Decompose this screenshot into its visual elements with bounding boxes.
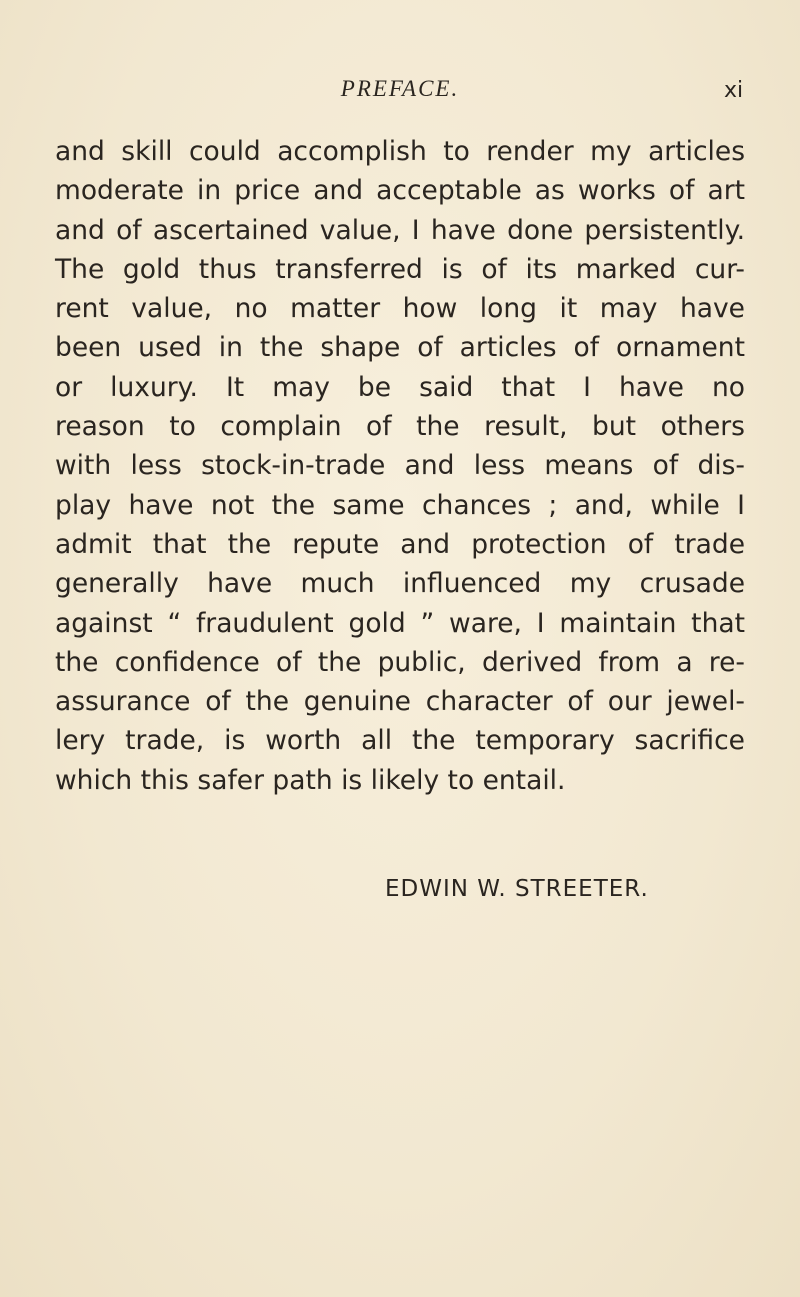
text-line: moderate in price and acceptable as works of art (55, 175, 745, 207)
text-line: the confidence of the public, derived from a re- (55, 646, 745, 678)
text-line: reason to complain of the result, but others (55, 411, 745, 443)
text-line: or luxury. It may be said that I have no (55, 371, 745, 403)
text-line: and of ascertained value, I have done persistently. (55, 214, 745, 246)
text-line: generally have much influenced my crusade (55, 568, 745, 600)
text-line: rent value, no matter how long it may have (55, 293, 745, 325)
text-line: which this safer path is likely to entail. (55, 764, 566, 796)
running-head (0, 76, 800, 106)
text-line: against “ fraudulent gold ” ware, I maintain that (55, 607, 745, 639)
text-line: with less stock-in-trade and less means of dis- (55, 450, 745, 482)
text-line: and skill could accomplish to render my articles (55, 136, 745, 167)
running-head-title: PREFACE. (340, 76, 460, 101)
page-number: xi (724, 78, 744, 103)
preface-body (55, 132, 745, 800)
text-line: play have not the same chances ; and, while I (55, 489, 745, 521)
text-line: been used in the shape of articles of ornament (55, 332, 745, 364)
author-signature: EDWIN W. STREETER. (385, 876, 649, 902)
text-line: lery trade, is worth all the temporary sacrifice (55, 725, 745, 757)
text-line: admit that the repute and protection of trade (55, 528, 745, 560)
text-line: The gold thus transferred is of its marked cur- (55, 253, 745, 285)
text-line: assurance of the genuine character of our jewel- (55, 686, 745, 718)
